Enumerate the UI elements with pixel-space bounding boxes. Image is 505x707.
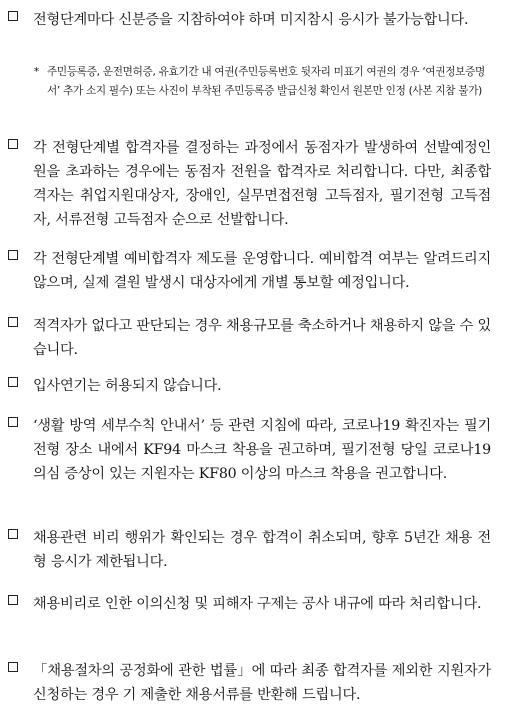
checkbox-square-icon <box>8 529 18 539</box>
checkbox-square-icon <box>8 417 18 427</box>
notice-item-text: 채용비리로 인한 이의신청 및 피해자 구제는 공사 내규에 따라 처리합니다. <box>33 596 482 612</box>
checkbox-square-icon <box>8 377 18 387</box>
notice-item-text: 입사연기는 허용되지 않습니다. <box>33 378 222 394</box>
notice-item-text: 전형단계마다 신분증을 지참하여야 하며 미지참시 응시가 불가능합니다. <box>33 12 469 28</box>
notice-item-text: 각 전형단계별 예비합격자 제도를 운영합니다. 예비합격 여부는 알려드리지 않으며, 실제 결원 발생시 대상자에게 개별 통보할 예정입니다. <box>33 251 491 291</box>
checkbox-square-icon <box>8 139 18 149</box>
checkbox-square-icon <box>8 595 18 605</box>
checkbox-square-icon <box>8 250 18 260</box>
notice-item-text: 각 전형단계별 합격자를 결정하는 과정에서 동점자가 발생하여 선발예정인원을 초과하는 경우에는 동점자 전원을 합격자로 처리합니다. 다만, 최종합격자는 취업지원대상자, 장애인, 실무면접전형 고득점자, 필기전형 고득점자, 서류전형 고득점자 순으로 선발합니다. <box>33 140 491 228</box>
checkbox-square-icon <box>8 317 18 327</box>
notice-item-text: 적격자가 없다고 판단되는 경우 채용규모를 축소하거나 채용하지 않을 수 있습니다. <box>33 318 491 358</box>
checkbox-square-icon <box>8 11 18 21</box>
notice-item-text: 채용관련 비리 행위가 확인되는 경우 합격이 취소되며, 향후 5년간 채용 전형 응시가 제한됩니다. <box>33 530 491 570</box>
note-asterisk: * <box>34 66 39 78</box>
notice-item-text: ‘생활 방역 세부수칙 안내서’ 등 관련 지침에 따라, 코로나19 확진자는 필기전형 장소 내에서 KF94 마스크 착용을 권고하며, 필기전형 당일 코로나19 의심 증상이 있는 지원자는 KF80 이상의 마스크 착용을 권고합니다. <box>33 418 491 482</box>
note-text: 주민등록증, 운전면허증, 유효기간 내 여권(주민등록번호 뒷자리 미표기 여권의 경우 ‘여권정보증명서’ 추가 소지 필수) 또는 사진이 부착된 주민등록증 발급신청 확인서 원본만 인정 (사본 지참 불가) <box>47 66 485 97</box>
checkbox-square-icon <box>8 662 18 672</box>
notice-item-text: 「채용절차의 공정화에 관한 법률」에 따라 최종 합격자를 제외한 지원자가 신청하는 경우 기 제출한 채용서류를 반환해 드립니다. <box>33 663 491 703</box>
